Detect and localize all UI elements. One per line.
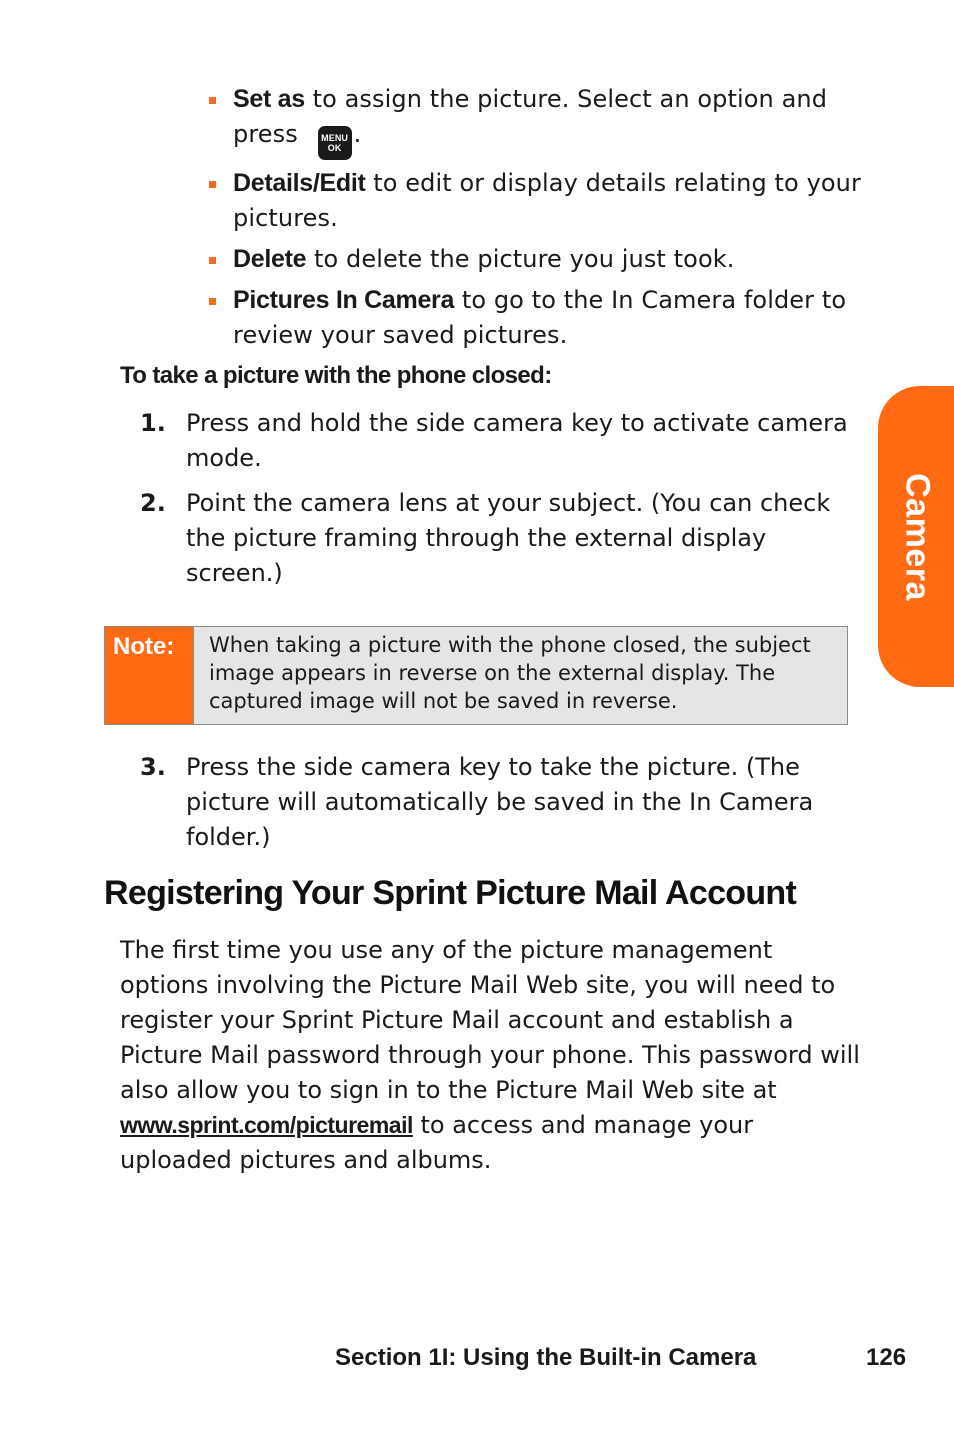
bullet-details-edit: [209, 166, 869, 236]
page-number: 126: [866, 1344, 907, 1371]
bullet-square-icon: [209, 97, 216, 104]
option-bullet-list: [209, 82, 869, 359]
bullet-square-icon: [209, 298, 216, 305]
bullet-set-as: [209, 82, 869, 160]
bullet-square-icon: [209, 257, 216, 264]
paragraph-text: The first time you use any of the picture management options involving the Picture Mail Web site, you will need to register your Sprint Picture Mail account and establish a Picture Mail password through your phone. This password will also allow you to sign in to the Picture Mail Web site at: [120, 936, 860, 1104]
step-number: 1.: [140, 409, 166, 437]
note-label: Note:: [105, 627, 194, 724]
side-tab-label: Camera: [898, 472, 937, 601]
bullet-pictures-in-camera: [209, 283, 869, 353]
paragraph-text-end: to access and manage your uploaded pictures and albums.: [120, 1111, 754, 1174]
body-paragraph: [120, 933, 860, 1178]
steps-list-second: [140, 750, 860, 865]
steps-list-first: [140, 406, 860, 601]
bullet-delete: [209, 242, 869, 277]
bullet-text: to go to the In Camera folder to review your saved pictures.: [233, 286, 847, 349]
procedure-subheading: To take a picture with the phone closed:: [120, 362, 552, 389]
note-box: [104, 626, 848, 725]
bullet-text: to assign the picture. Select an option and press: [233, 85, 828, 148]
footer-section-title: Section 1I: Using the Built-in Camera: [335, 1344, 757, 1371]
section-heading: Registering Your Sprint Picture Mail Account: [104, 874, 797, 912]
menu-ok-key-icon: MENU OK: [318, 126, 352, 160]
bullet-term: Set as: [233, 85, 305, 113]
picturemail-link[interactable]: www.sprint.com/picturemail: [120, 1112, 413, 1138]
bullet-term: Delete: [233, 245, 307, 273]
chapter-side-tab: [878, 386, 954, 687]
bullet-square-icon: [209, 181, 216, 188]
step-item: [140, 750, 860, 855]
bullet-text-end: .: [353, 120, 362, 148]
step-number: 3.: [140, 753, 166, 781]
step-item: [140, 486, 860, 591]
step-text: Press and hold the side camera key to activate camera mode.: [186, 409, 848, 472]
step-text: Press the side camera key to take the picture. (The picture will automatically be saved in the In Camera folder.): [186, 753, 814, 851]
bullet-text: to delete the picture you just took.: [306, 245, 735, 273]
bullet-term: Details/Edit: [233, 169, 366, 197]
step-text: Point the camera lens at your subject. (You can check the picture framing through the external display screen.): [186, 489, 831, 587]
note-text: When taking a picture with the phone closed, the subject image appears in reverse on the external display. The captured image will not be saved in reverse.: [209, 633, 811, 713]
step-number: 2.: [140, 489, 166, 517]
step-item: [140, 406, 860, 476]
bullet-text: to edit or display details relating to your pictures.: [233, 169, 861, 232]
bullet-term: Pictures In Camera: [233, 286, 455, 314]
